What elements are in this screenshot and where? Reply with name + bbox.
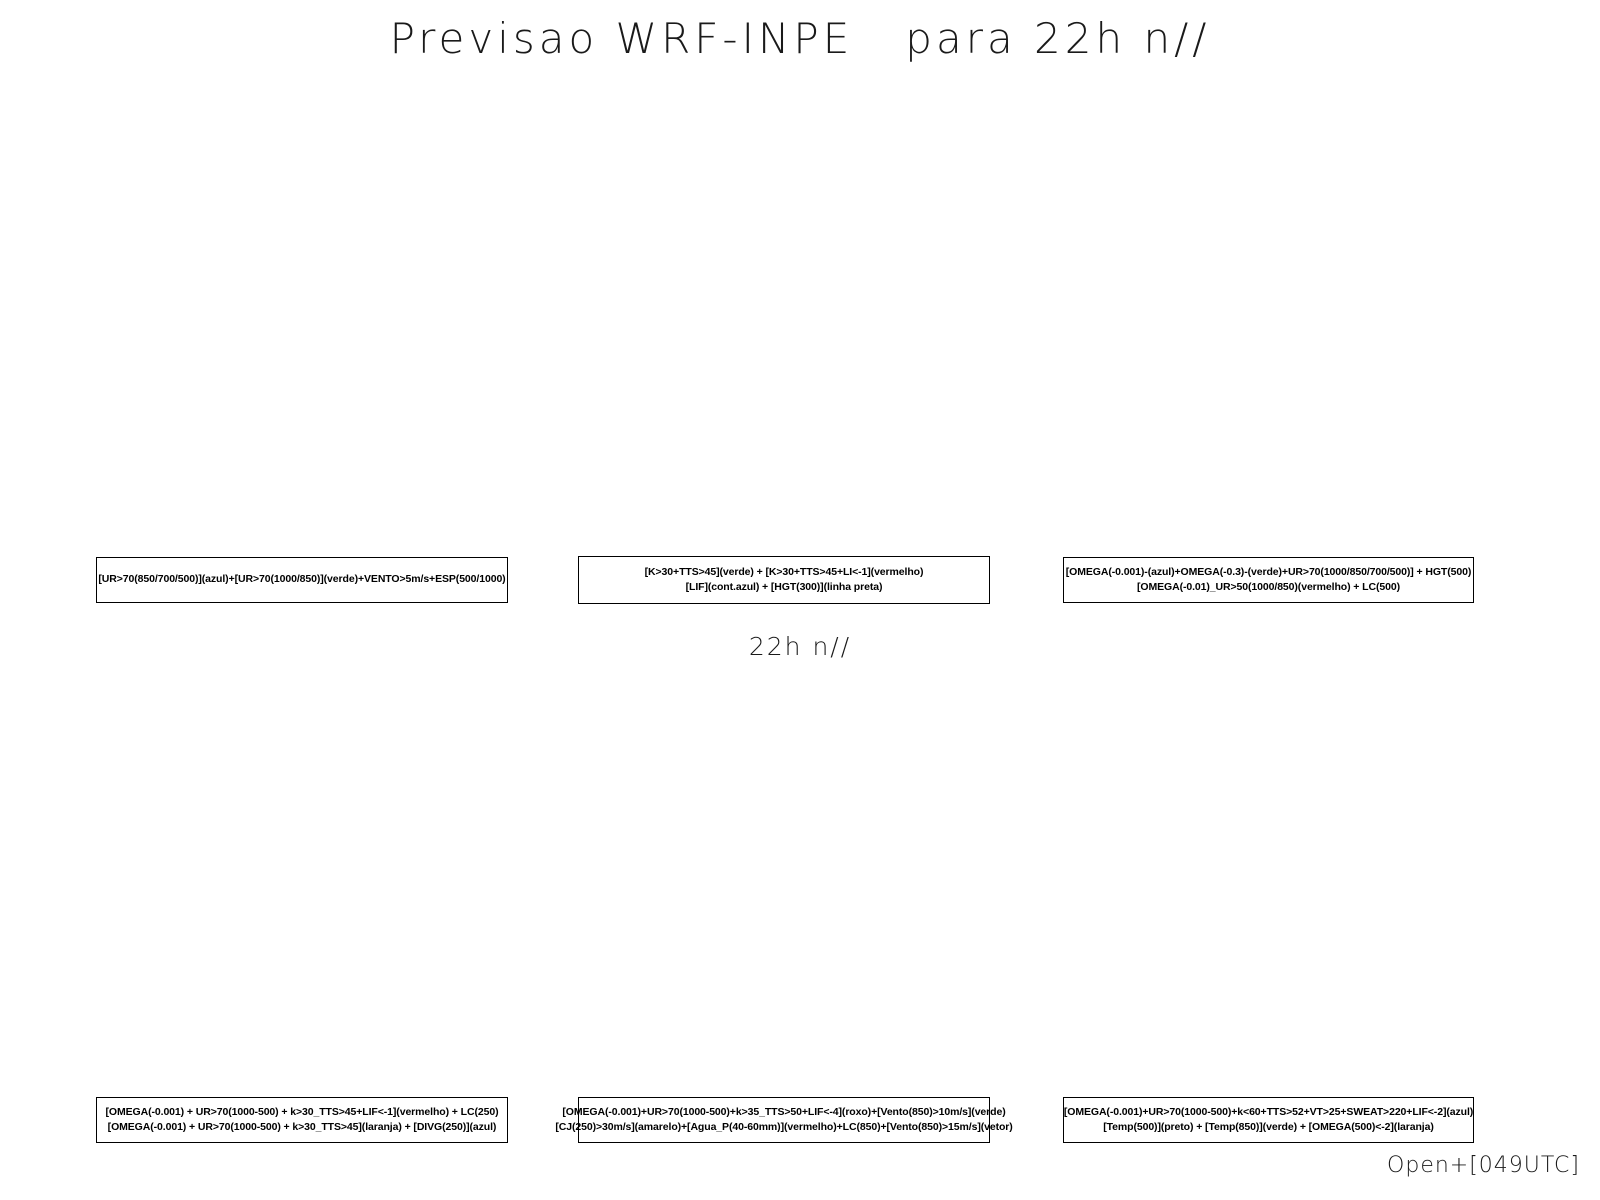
footer-label: Open+[049UTC] bbox=[1387, 1153, 1580, 1178]
legend-line: [OMEGA(-0.001)+UR>70(1000-500)+k<60+TTS>52+VT>25+SWEAT>220+LIF<-2](azul) bbox=[1063, 1105, 1474, 1118]
legend-bottom-center bbox=[555, 1097, 1013, 1143]
map-panel-bottom-left bbox=[96, 680, 508, 1090]
legend-line: [LIF](cont.azul) + [HGT(300)](linha preta) bbox=[685, 581, 883, 593]
legend-line: [OMEGA(-0.001)-(azul)+OMEGA(-0.3)-(verde)+UR>70(1000/850/700/500)] + HGT(500) bbox=[1065, 565, 1472, 578]
map-panel-bottom-center bbox=[578, 680, 990, 1090]
legend-bottom-right bbox=[1063, 1097, 1474, 1143]
legend-line: [OMEGA(-0.001) + UR>70(1000-500) + k>30_TTS>45](laranja) + [DIVG(250)](azul) bbox=[107, 1121, 497, 1133]
legend-line: [UR>70(850/700/500)](azul)+[UR>70(1000/850)](verde)+VENTO>5m/s+ESP(500/1000) bbox=[98, 573, 506, 586]
middle-label: 22h n// bbox=[748, 632, 852, 661]
legend-top-center bbox=[578, 556, 990, 604]
legend-line: [K>30+TTS>45](verde) + [K>30+TTS>45+LI<-1](vermelho) bbox=[644, 565, 924, 578]
legend-line: [CJ(250)>30m/s](amarelo)+[Agua_P(40-60mm)](vermelho)+LC(850)+[Vento(850)>15m/s](vetor) bbox=[555, 1121, 1013, 1133]
map-panel-bottom-right bbox=[1063, 680, 1474, 1090]
map-panel-top-center bbox=[578, 120, 990, 550]
legend-top-right bbox=[1063, 557, 1474, 603]
legend-top-left bbox=[96, 557, 508, 603]
map-panel-top-right bbox=[1063, 120, 1474, 550]
legend-line: [OMEGA(-0.001) + UR>70(1000-500) + k>30_TTS>45+LIF<-1](vermelho) + LC(250) bbox=[105, 1105, 499, 1118]
legend-bottom-left bbox=[96, 1097, 508, 1143]
legend-line: [Temp(500)](preto) + [Temp(850)](verde) + [OMEGA(500)<-2](laranja) bbox=[1103, 1121, 1434, 1133]
legend-line: [OMEGA(-0.01)_UR>50(1000/850)(vermelho) + LC(500) bbox=[1137, 581, 1400, 593]
page-title: Previsao WRF-INPE para 22h n// bbox=[389, 14, 1211, 63]
legend-line: [OMEGA(-0.001)+UR>70(1000-500)+k>35_TTS>50+LIF<-4](roxo)+[Vento(850)>10m/s](verde) bbox=[562, 1105, 1006, 1118]
map-panel-top-left bbox=[96, 120, 508, 550]
